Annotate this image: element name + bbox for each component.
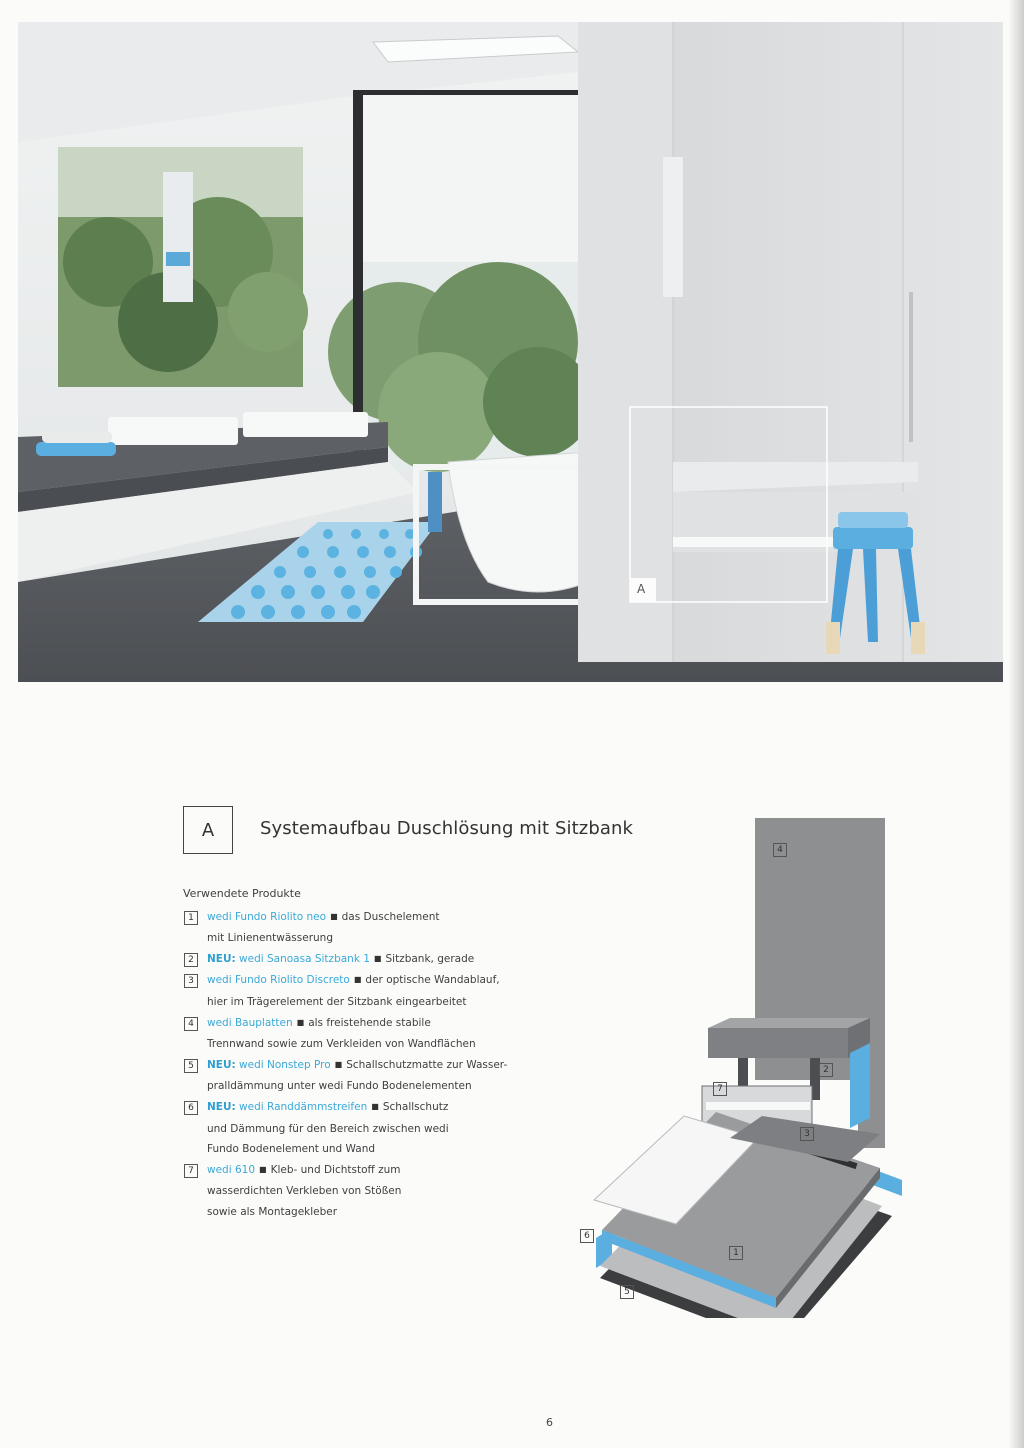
section-title: Systemaufbau Duschlösung mit Sitzbank	[260, 818, 634, 839]
neu-badge: NEU:	[207, 1100, 236, 1113]
list-item: 5 NEU: wedi Nonstep Pro ■ Schallschutzmatte zur Wasser- pralldämmung unter wedi Fundo Bodenelementen	[183, 1055, 543, 1097]
diagram-label-2: 2	[819, 1063, 833, 1077]
item-number: 6	[184, 1101, 198, 1115]
bathroom-photo	[18, 22, 1003, 682]
product-name: wedi Nonstep Pro	[239, 1058, 331, 1071]
neu-badge: NEU:	[207, 1058, 236, 1071]
section-label: A	[201, 819, 215, 841]
list-item: 4 wedi Bauplatten ■ als freistehende stabile Trennwand sowie zum Verkleiden von Wandflächen	[183, 1013, 543, 1055]
page-edge-shadow	[1008, 0, 1024, 1448]
product-desc: als freistehende stabile	[308, 1016, 431, 1029]
section-label-box	[183, 806, 233, 854]
product-desc: Schallschutzmatte zur Wasser-	[346, 1058, 508, 1071]
diagram-label-5: 5	[620, 1285, 634, 1299]
product-name: wedi Fundo Riolito Discreto	[207, 974, 350, 987]
diagram-label-1: 1	[729, 1246, 743, 1260]
product-desc: das Duschelement	[341, 910, 440, 923]
product-desc-line2: hier im Trägerelement der Sitzbank eingearbeitet	[207, 995, 467, 1008]
page-number: 6	[546, 1416, 553, 1429]
item-number: 1	[184, 911, 198, 925]
product-desc: Sitzbank, gerade	[385, 952, 475, 965]
product-name: wedi Sanoasa Sitzbank 1	[239, 952, 370, 965]
neu-badge: NEU:	[207, 952, 236, 965]
item-number: 7	[184, 1164, 198, 1178]
product-desc: der optische Wandablauf,	[365, 974, 500, 987]
product-name: wedi Bauplatten	[207, 1016, 293, 1029]
system-exploded-diagram	[580, 818, 910, 1318]
product-list	[183, 884, 543, 1223]
product-name: wedi Randdämmstreifen	[239, 1100, 368, 1113]
list-item: 1 wedi Fundo Riolito neo ■ das Duschelement mit Linienentwässerung	[183, 907, 543, 949]
product-desc: Kleb- und Dichtstoff zum	[270, 1163, 401, 1176]
product-desc-line3: Fundo Bodenelement und Wand	[207, 1143, 376, 1156]
diagram-label-6: 6	[580, 1229, 594, 1243]
product-desc-line3: sowie als Montagekleber	[207, 1205, 338, 1218]
item-number: 3	[184, 974, 198, 988]
list-item: 2 NEU: wedi Sanoasa Sitzbank 1 ■ Sitzbank, gerade	[183, 949, 543, 971]
diagram-label-4: 4	[773, 843, 787, 857]
product-desc-line2: wasserdichten Verkleben von Stößen	[207, 1185, 402, 1198]
list-item: 6 NEU: wedi Randdämmstreifen ■ Schallschutz und Dämmung für den Bereich zwischen wedi Fundo Bodenelement und Wand	[183, 1097, 543, 1160]
product-desc-line2: Trennwand sowie zum Verkleiden von Wandflächen	[207, 1038, 476, 1051]
photo-callout-label: A	[637, 582, 646, 596]
product-name: wedi 610	[207, 1163, 256, 1176]
list-item: 3 wedi Fundo Riolito Discreto ■ der optische Wandablauf, hier im Trägerelement der Sitzbank eingearbeitet	[183, 970, 543, 1012]
product-desc-line2: mit Linienentwässerung	[207, 932, 333, 945]
product-desc-line2: pralldämmung unter wedi Fundo Bodenelementen	[207, 1080, 472, 1093]
product-desc: Schallschutz	[382, 1100, 449, 1113]
item-number: 4	[184, 1017, 198, 1031]
item-number: 5	[184, 1059, 198, 1073]
product-desc-line2: und Dämmung für den Bereich zwischen wedi	[207, 1122, 449, 1135]
diagram-label-7: 7	[713, 1082, 727, 1096]
diagram-label-3: 3	[800, 1127, 814, 1141]
product-name: wedi Fundo Riolito neo	[207, 910, 327, 923]
item-number: 2	[184, 953, 198, 967]
products-heading: Verwendete Produkte	[183, 887, 301, 900]
list-item: 7 wedi 610 ■ Kleb- und Dichtstoff zum wasserdichten Verkleben von Stößen sowie als Montagekleber	[183, 1160, 543, 1223]
